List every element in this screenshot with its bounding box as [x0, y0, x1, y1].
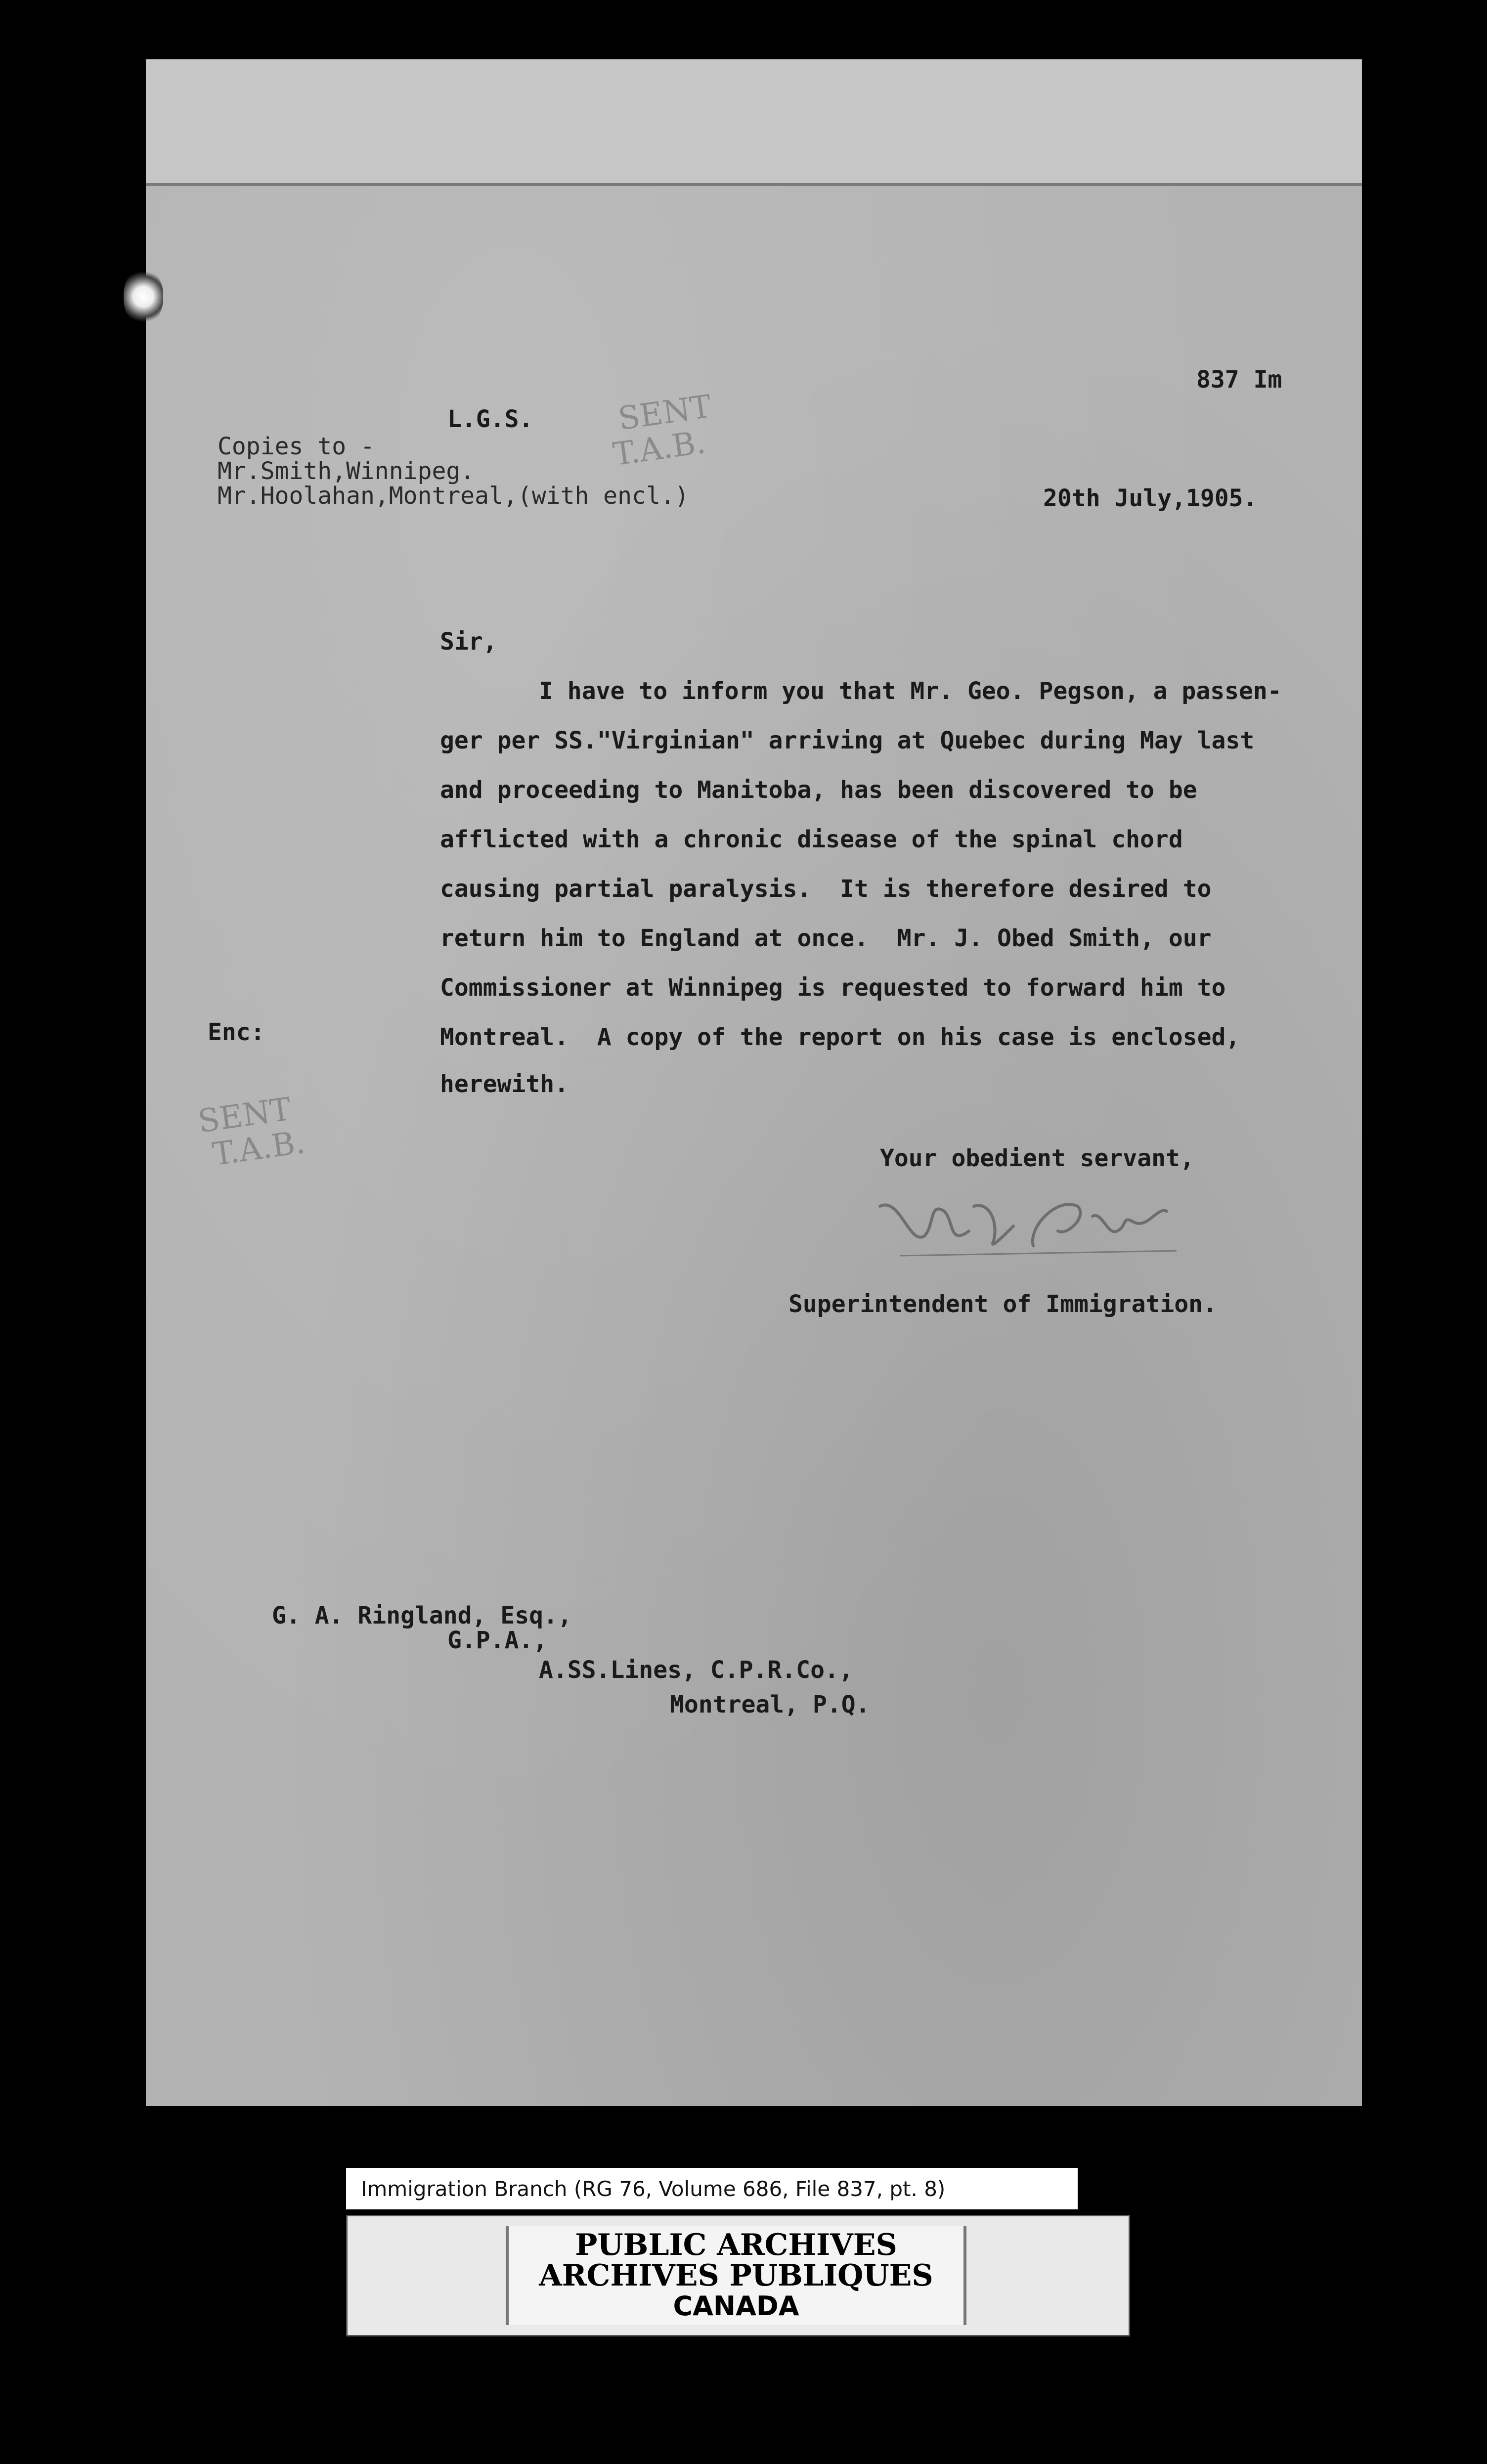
- body-line: Commissioner at Winnipeg is requested to forward him to: [440, 974, 1226, 1002]
- archive-stamp: [346, 2215, 1130, 2336]
- body-line: herewith.: [440, 1070, 569, 1098]
- enclosure-label: Enc:: [208, 1018, 265, 1046]
- addressee-line: G. A. Ringland, Esq.,: [272, 1602, 572, 1629]
- body-line: afflicted with a chronic disease of the spinal chord: [440, 826, 1183, 853]
- file-number: 837 Im: [1196, 366, 1282, 394]
- addressee-line: Montreal, P.Q.: [670, 1691, 870, 1718]
- body-line: and proceeding to Manitoba, has been discovered to be: [440, 776, 1197, 804]
- copy-recipient: Mr.Smith,Winnipeg.: [218, 457, 475, 485]
- addressee-line: G.P.A.,: [447, 1627, 548, 1654]
- letter-date: 20th July,1905.: [1043, 484, 1258, 512]
- addressee-line: A.SS.Lines, C.P.R.Co.,: [539, 1656, 853, 1684]
- signer-title: Superintendent of Immigration.: [788, 1290, 1217, 1318]
- archive-line-1: PUBLIC ARCHIVES: [575, 2228, 897, 2262]
- salutation: Sir,: [440, 628, 497, 656]
- letter-page: [146, 59, 1362, 2106]
- punch-hole: [124, 269, 163, 324]
- body-line: Montreal. A copy of the report on his case is enclosed,: [440, 1023, 1240, 1051]
- archive-line-2: ARCHIVES PUBLIQUES: [539, 2258, 933, 2293]
- paper-fold: [146, 59, 1362, 186]
- archive-line-3: CANADA: [673, 2290, 799, 2322]
- signature: [870, 1177, 1191, 1266]
- sent-stamp-side: SENT T.A.B.: [195, 1091, 307, 1173]
- body-line: ger per SS."Virginian" arriving at Quebec during May last: [440, 727, 1255, 754]
- body-line: return him to England at once. Mr. J. Obed Smith, our: [440, 924, 1212, 952]
- initials: L.G.S.: [447, 405, 533, 433]
- archive-reference-label: Immigration Branch (RG 76, Volume 686, File 837, pt. 8): [346, 2168, 1078, 2209]
- body-line: causing partial paralysis. It is therefore desired to: [440, 875, 1212, 903]
- sent-stamp-top: SENT T.A.B.: [611, 388, 714, 474]
- copy-recipient: Mr.Hoolahan,Montreal,(with encl.): [218, 482, 689, 510]
- closing: Your obedient servant,: [880, 1144, 1194, 1172]
- copies-heading: Copies to -: [218, 433, 375, 460]
- body-line: I have to inform you that Mr. Geo. Pegson, a passen-: [539, 677, 1282, 705]
